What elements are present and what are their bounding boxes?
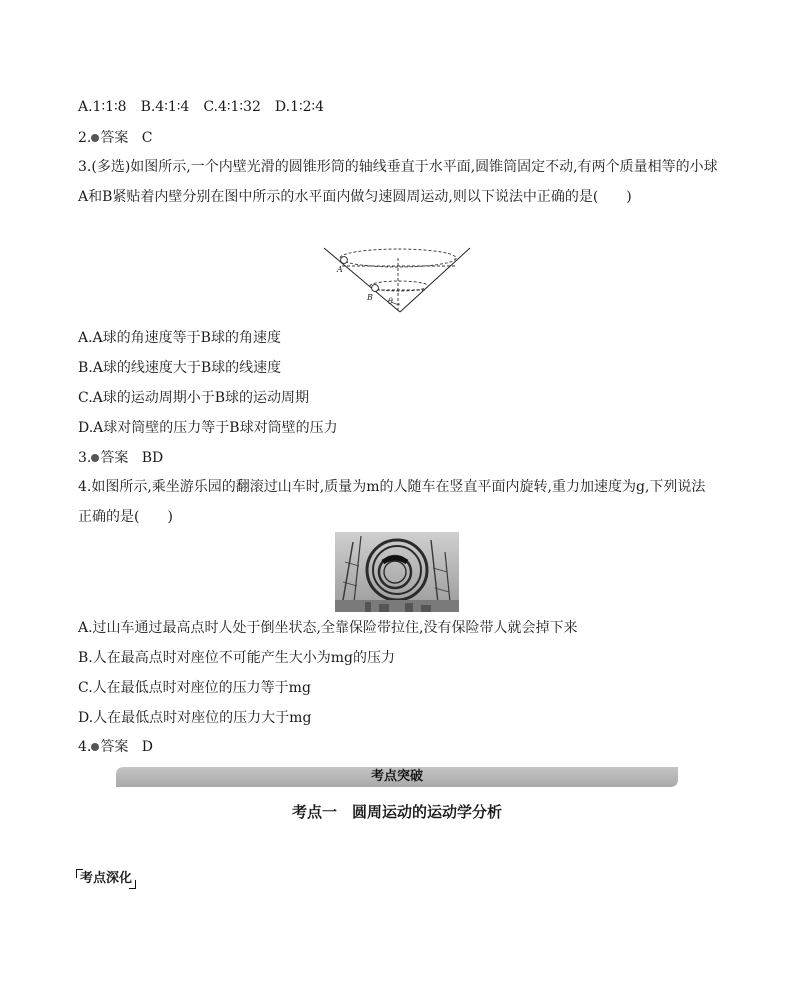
ball-b xyxy=(372,285,379,292)
q2-answer-value: C xyxy=(141,130,153,146)
q2-answer-label: 答案 xyxy=(100,130,129,146)
q4-option-a: A.过山车通过最高点时人处于倒坐状态,全靠保险带拉住,没有保险带人就会掉下来 xyxy=(78,620,578,636)
answer-marker-icon xyxy=(91,454,99,462)
q4-option-d: D.人在最低点时对座位的压力大于mg xyxy=(78,710,312,726)
q3-option-b: B.A球的线速度大于B球的线速度 xyxy=(78,360,282,376)
label-a: A xyxy=(337,265,343,274)
q3-answer-value: BD xyxy=(141,450,164,466)
q4-answer xyxy=(78,737,153,757)
label-theta: θ xyxy=(388,297,393,306)
section-banner xyxy=(116,767,678,787)
q4-option-b: B.人在最高点时对座位不可能产生大小为mg的压力 xyxy=(78,650,395,666)
answer-marker-icon xyxy=(91,134,99,142)
q2-answer xyxy=(78,128,152,148)
topic-tag xyxy=(76,869,136,889)
q3-option-d: D.A球对筒壁的压力等于B球对筒壁的压力 xyxy=(78,420,338,436)
q3-answer-label: 答案 xyxy=(100,450,129,466)
topic-tag-label: 考点深化 xyxy=(80,871,133,886)
cone-right-wall xyxy=(400,248,470,312)
q4-stem: 4.如图所示,乘坐游乐园的翻滚过山车时,质量为m的人随车在竖直平面内旋转,重力加速度为g,下列说法正确的是( ) xyxy=(78,479,706,525)
q4-answer-value: D xyxy=(141,739,153,755)
q3-answer-number: 3. xyxy=(78,450,92,466)
q3-stem: 3.(多选)如图所示,一个内壁光滑的圆锥形筒的轴线垂直于水平面,圆锥筒固定不动,有两个质量相等的小球A和B紧贴着内壁分别在图中所示的水平面内做匀速圆周运动,则以下说法中正确的是( ) xyxy=(78,159,718,205)
q3-option-c: C.A球的运动周期小于B球的运动周期 xyxy=(78,390,310,406)
label-b: B xyxy=(367,293,373,302)
q3-answer xyxy=(78,448,163,468)
bracket-corner-icon xyxy=(129,880,136,889)
q2-answer-number: 2. xyxy=(78,130,92,146)
bracket-corner-icon xyxy=(76,869,83,878)
q4-answer-number: 4. xyxy=(78,739,92,755)
ellipse-b xyxy=(370,281,428,291)
answer-marker-icon xyxy=(91,743,99,751)
q1-options: A.1∶1∶8 B.4∶1∶4 C.4∶1∶32 D.1∶2∶4 xyxy=(78,99,325,115)
banner-title: 考点突破 xyxy=(370,769,423,784)
q4-option-c: C.人在最低点时对座位的压力等于mg xyxy=(78,680,311,696)
ball-a xyxy=(341,257,348,264)
q3-option-a: A.A球的角速度等于B球的角速度 xyxy=(78,330,281,346)
roller-coaster-photo xyxy=(335,532,459,612)
q4-answer-label: 答案 xyxy=(100,739,129,755)
section-title: 考点一 圆周运动的运动学分析 xyxy=(291,803,502,821)
cone-figure xyxy=(322,244,474,316)
